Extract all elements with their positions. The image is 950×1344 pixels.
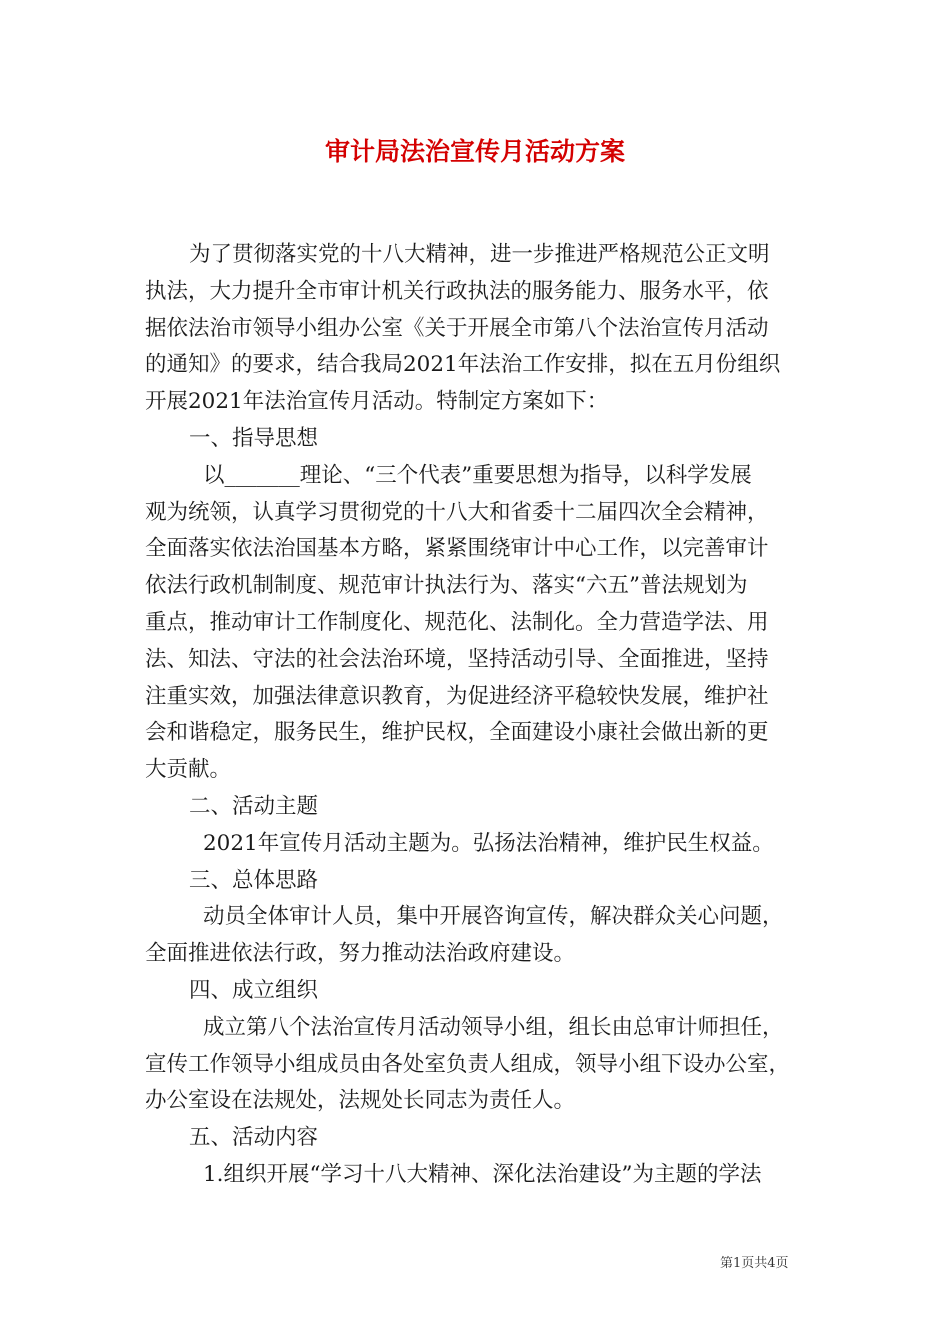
page-number: 第1页共4页 (720, 1256, 789, 1271)
section-heading: 二、活动主题 (189, 793, 319, 819)
paragraph-line: 重点，推动审计工作制度化、规范化、法制化。全力营造学法、用 (145, 609, 769, 635)
paragraph-line: 观为统领，认真学习贯彻党的十八大和省委十二届四次全会精神， (145, 499, 769, 525)
paragraph-line: 动员全体审计人员，集中开展咨询宣传，解决群众关心问题， (203, 904, 784, 930)
section-heading: 一、指导思想 (189, 425, 319, 451)
section-heading: 三、总体思路 (189, 867, 319, 893)
section-heading: 五、活动内容 (189, 1125, 319, 1151)
paragraph-line: 据依法治市领导小组办公室《关于开展全市第八个法治宣传月活动 (145, 315, 769, 341)
document-body (145, 237, 810, 1194)
paragraph-line: 会和谐稳定，服务民生，维护民权，全面建设小康社会做出新的更 (145, 720, 769, 746)
paragraph-line: 成立第八个法治宣传月活动领导小组，组长由总审计师担任， (203, 1014, 784, 1040)
paragraph-line: 为了贯彻落实党的十八大精神，进一步推进严格规范公正文明 (189, 242, 770, 267)
paragraph-line: 以_______理论、“三个代表”重要思想为指导，以科学发展 (203, 462, 752, 488)
paragraph-line: 法、知法、守法的社会法治环境，坚持活动引导、全面推进，坚持 (145, 646, 769, 672)
paragraph-line: 依法行政机制制度、规范审计执法行为、落实“六五”普法规划为 (145, 573, 748, 599)
paragraph-line: 执法，大力提升全市审计机关行政执法的服务能力、服务水平，依 (145, 278, 769, 304)
paragraph-line: 注重实效，加强法律意识教育，为促进经济平稳较快发展，维护社 (145, 683, 769, 709)
document-title: 审计局法治宣传月活动方案 (324, 137, 625, 166)
paragraph-line: 宣传工作领导小组成员由各处室负责人组成，领导小组下设办公室， (145, 1051, 791, 1077)
paragraph-line: 开展2021年法治宣传月活动。特制定方案如下： (145, 389, 609, 415)
paragraph-line: 的通知》的要求，结合我局2021年法治工作安排，拟在五月份组织 (145, 352, 781, 378)
paragraph-line: 大贡献。 (145, 757, 232, 783)
paragraph-line: 全面推进依法行政，努力推动法治政府建设。 (145, 941, 576, 967)
paragraph-line: 全面落实依法治国基本方略，紧紧围绕审计中心工作，以完善审计 (145, 536, 769, 562)
paragraph-line: 1.组织开展“学习十八大精神、深化法治建设”为主题的学法 (203, 1161, 762, 1187)
paragraph-line: 办公室设在法规处，法规处长同志为责任人。 (145, 1088, 576, 1114)
paragraph-line: 2021年宣传月活动主题为。弘扬法治精神，维护民生权益。 (203, 830, 774, 856)
section-heading: 四、成立组织 (189, 977, 319, 1003)
